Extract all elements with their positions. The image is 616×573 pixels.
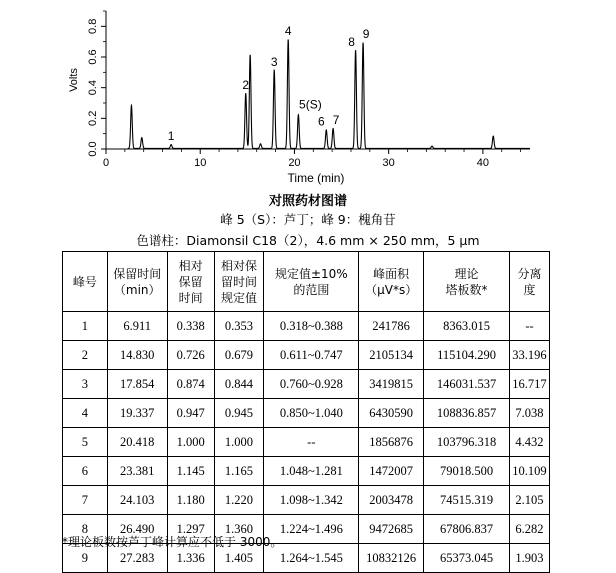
table-cell: 0.611~0.747	[264, 341, 359, 370]
peak-label: 2	[242, 78, 249, 92]
y-axis-label: Volts	[68, 68, 80, 92]
peak-label: 7	[333, 113, 340, 127]
table-header-2: 相对 保留 时间	[167, 252, 214, 312]
table-cell: 241786	[359, 312, 424, 341]
results-table	[62, 251, 550, 573]
table-header-0: 峰号	[63, 252, 108, 312]
table-cell: 1.165	[214, 457, 264, 486]
table-cell: 19.337	[107, 399, 167, 428]
table-cell: 1.360	[214, 515, 264, 544]
table-row	[63, 428, 550, 457]
table-cell: 17.854	[107, 370, 167, 399]
table-cell: 0.760~0.928	[264, 370, 359, 399]
table-cell: 0.945	[214, 399, 264, 428]
table-cell: 1.297	[167, 515, 214, 544]
peak-label: 1	[168, 129, 175, 143]
y-tick-label: 0.6	[87, 49, 99, 64]
table-cell: 1.000	[214, 428, 264, 457]
peak-labels	[168, 24, 370, 143]
table-header-6: 理论 塔板数*	[424, 252, 510, 312]
table-cell: 1.336	[167, 544, 214, 573]
chromatogram-trace	[128, 40, 530, 149]
table-cell: 24.103	[107, 486, 167, 515]
table-cell: 1.098~1.342	[264, 486, 359, 515]
table-cell: 3	[63, 370, 108, 399]
table-cell: 3419815	[359, 370, 424, 399]
table-cell: 1472007	[359, 457, 424, 486]
table-cell: 6	[63, 457, 108, 486]
table-cell: 115104.290	[424, 341, 510, 370]
table-cell: 65373.045	[424, 544, 510, 573]
table-cell: 0.353	[214, 312, 264, 341]
chart-axes	[87, 11, 530, 169]
table-cell: 33.196	[509, 341, 549, 370]
table-row	[63, 486, 550, 515]
table-cell: 4	[63, 399, 108, 428]
table-cell: 8	[63, 515, 108, 544]
peak-label: 8	[348, 35, 355, 49]
table-cell: 1.145	[167, 457, 214, 486]
table-cell: 0.947	[167, 399, 214, 428]
peak-label: 6	[318, 115, 325, 129]
table-cell: 1.000	[167, 428, 214, 457]
table-cell: --	[264, 428, 359, 457]
table-cell: 14.830	[107, 341, 167, 370]
table-cell: 7.038	[509, 399, 549, 428]
table-row	[63, 457, 550, 486]
table-cell: 9	[63, 544, 108, 573]
chromatogram	[0, 0, 616, 190]
y-tick-label: 0.8	[87, 19, 99, 34]
table-cell: 0.726	[167, 341, 214, 370]
table-cell: 1.264~1.545	[264, 544, 359, 573]
table-cell: 4.432	[509, 428, 549, 457]
table-cell: 1	[63, 312, 108, 341]
table-cell: 5	[63, 428, 108, 457]
table-cell: 6.911	[107, 312, 167, 341]
table-cell: 1.180	[167, 486, 214, 515]
peak-label: 5(S)	[299, 97, 322, 111]
table-cell: 0.850~1.040	[264, 399, 359, 428]
table-cell: 6430590	[359, 399, 424, 428]
table-cell: 8363.015	[424, 312, 510, 341]
chart-trace-layer	[128, 40, 530, 149]
table-cell: 2105134	[359, 341, 424, 370]
x-axis-label: Time (min)	[288, 171, 345, 185]
table-row	[63, 370, 550, 399]
peak-label: 4	[285, 24, 292, 38]
table-cell: 23.381	[107, 457, 167, 486]
table-cell: 0.318~0.388	[264, 312, 359, 341]
table-cell: 0.679	[214, 341, 264, 370]
table-cell: 0.844	[214, 370, 264, 399]
table-cell: 10832126	[359, 544, 424, 573]
peak-label: 3	[271, 55, 278, 69]
table-cell: 26.490	[107, 515, 167, 544]
table-cell: 0.874	[167, 370, 214, 399]
y-tick-label: 0.2	[87, 111, 99, 126]
table-cell: 1.903	[509, 544, 549, 573]
chart-subtitle: 峰 5（S）：芦丁；峰 9：槐角苷	[0, 210, 616, 228]
table-cell: 108836.857	[424, 399, 510, 428]
y-tick-label: 0.0	[87, 141, 99, 156]
table-header-3: 相对保 留时间 规定值	[214, 252, 264, 312]
table-header-7: 分离 度	[509, 252, 549, 312]
table-cell: 2.105	[509, 486, 549, 515]
table-cell: 74515.319	[424, 486, 510, 515]
table-cell: 7	[63, 486, 108, 515]
table-cell: 146031.537	[424, 370, 510, 399]
table-cell: 2003478	[359, 486, 424, 515]
table-cell: 79018.500	[424, 457, 510, 486]
x-tick-label: 30	[383, 157, 395, 169]
x-tick-label: 20	[288, 157, 300, 169]
x-tick-label: 10	[194, 157, 206, 169]
column-info: 色谱柱：Diamonsil C18（2），4.6 mm × 250 mm，5 μm	[0, 231, 616, 249]
table-cell: 20.418	[107, 428, 167, 457]
table-header-5: 峰面积 （μV*s）	[359, 252, 424, 312]
table-row	[63, 312, 550, 341]
table-cell: 1.405	[214, 544, 264, 573]
chart-title: 对照药材图谱	[0, 190, 616, 209]
table-cell: 2	[63, 341, 108, 370]
footnote: *理论板数按芦丁峰计算应不低于 3000。	[62, 533, 282, 550]
y-tick-label: 0.4	[87, 80, 99, 95]
table-cell: 0.338	[167, 312, 214, 341]
peak-label: 9	[363, 27, 370, 41]
table-cell: 6.282	[509, 515, 549, 544]
table-cell: 9472685	[359, 515, 424, 544]
table-row	[63, 341, 550, 370]
x-tick-label: 0	[103, 157, 109, 169]
table-cell: 1856876	[359, 428, 424, 457]
x-tick-label: 40	[477, 157, 489, 169]
table-header-4: 规定值±10% 的范围	[264, 252, 359, 312]
table-cell: 1.224~1.496	[264, 515, 359, 544]
table-cell: 103796.318	[424, 428, 510, 457]
table-cell: 1.220	[214, 486, 264, 515]
table-cell: 10.109	[509, 457, 549, 486]
table-header-1: 保留时间 （min）	[107, 252, 167, 312]
table-cell: 16.717	[509, 370, 549, 399]
table-row	[63, 399, 550, 428]
table-header-row	[63, 252, 550, 312]
table-cell: 27.283	[107, 544, 167, 573]
table-cell: 1.048~1.281	[264, 457, 359, 486]
table-cell: --	[509, 312, 549, 341]
table-cell: 67806.837	[424, 515, 510, 544]
